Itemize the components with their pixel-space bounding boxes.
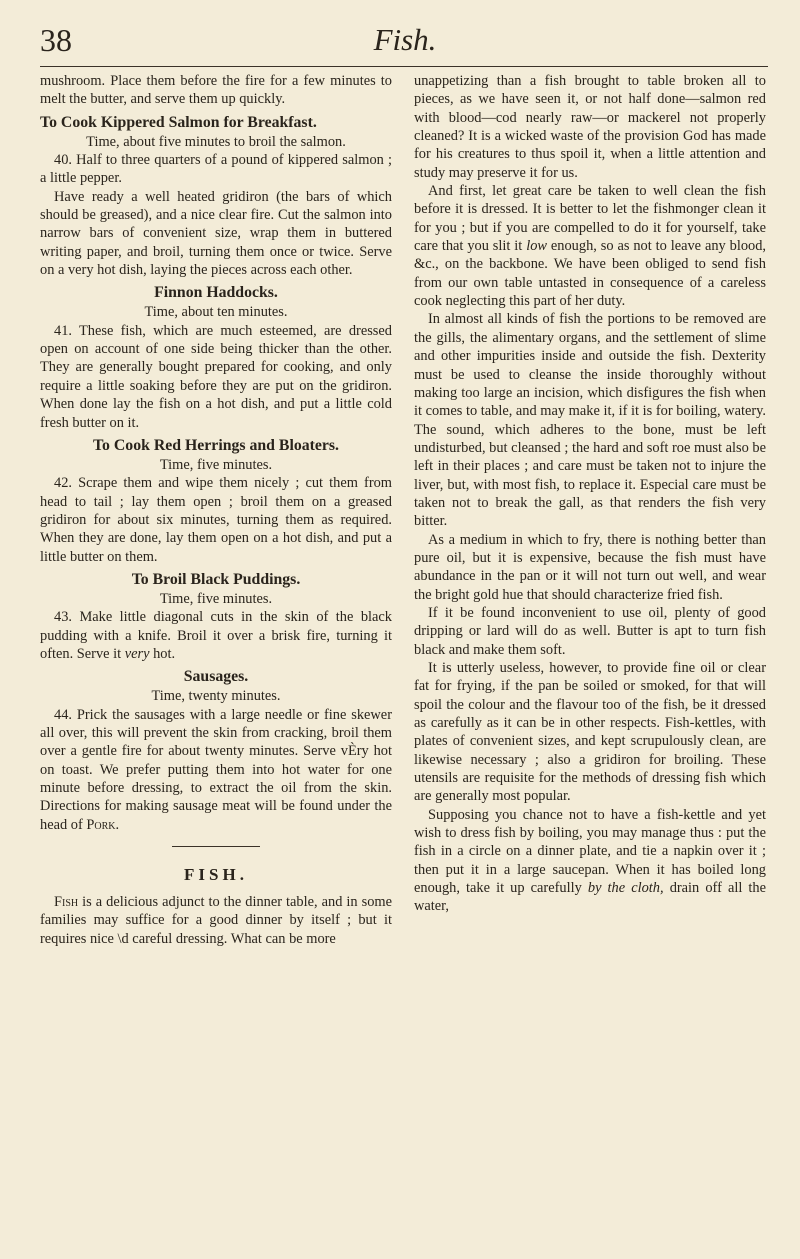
paragraph: It is utterly useless, however, to provide fine oil or clear fat for frying, if the pan be soiled or smoked, for that will spoil the colour and the flavour too of the fish, be it dressed as carefully as it can be in other respects. Fish-kettles, with plates of convenient sizes, and kept scrupulously clean, are likewise necessary ; also a gridiron for broiling. These utensils are requisite for the methods of dressing fish which are generally most popular.: [414, 660, 766, 805]
text-run: is a delicious adjunct to the dinner table, and in some families may suffice for a good dinner by itself ; but it requires nice \d careful dressing. What can be more: [40, 894, 392, 947]
recipe-time: Time, five minutes.: [159, 590, 273, 607]
recipe-time: Time, five minutes.: [159, 456, 273, 473]
right-column: [414, 72, 766, 916]
recipe-heading-kippered-salmon: To Cook Kippered Salmon for Breakfast.: [40, 113, 317, 131]
paragraph: In almost all kinds of fish the portions to be removed are the gills, the alimentary organs, and the settlement of slime and other impurities inside and outside the fish. Dexterity must be used to cleanse the inside thoroughly without making too large an incision, which disfigures the fish when it comes to table, and may make it, if it is for boiling, watery. The sound, which adheres to the bone, must be left undisturbed, but cleansed ; the hard and soft roe must also be left in their places ; and care must be taken not to injure the liver, but, with most fish, to replace it. Especial care must be taken not to break the gall, as that renders the fish very bitter.: [414, 311, 766, 530]
emphasis: low: [526, 238, 547, 255]
recipe-heading-finnon-haddocks: Finnon Haddocks.: [154, 284, 278, 302]
paragraph: [414, 182, 766, 310]
cross-reference: Pork.: [86, 816, 120, 833]
emphasis: by the cloth,: [587, 880, 664, 897]
recipe-heading-sausages: Sausages.: [183, 668, 249, 686]
paragraph: If it be found inconvenient to use oil, plenty of good dripping or lard will do as well. Butter is apt to turn fish black and make them soft.: [414, 604, 766, 658]
text-run: hot.: [153, 645, 176, 662]
text-run: 44. Prick the sausages with a large needle or fine skewer all over, this will prevent the skin from cracking, broil them over a gentle fire for about twenty minutes. Serve vÈry hot on toast. We prefer putting them into hot water for one minute before dressing, to extract the oil from the skin. Directions for making sausage meat will be found under the head of: [40, 706, 392, 833]
text-run: 43. Make little diagonal cuts in the skin of the black pudding with a knife. Broil it over a brisk fire, turning it often. Serve it: [40, 609, 392, 662]
paragraph: [414, 806, 766, 916]
recipe-heading-red-herrings: To Cook Red Herrings and Bloaters.: [92, 436, 340, 454]
paragraph: 41. These fish, which are much esteemed, are dressed open on account of one side being thicker than the other. They are generally bought prepared for cooking, and only require a little soaking before they are put on the gridiron. When done lay the fish on a hot dish, and put a little cold fresh butter on it.: [40, 322, 392, 431]
paragraph: [40, 893, 392, 948]
paragraph: [40, 706, 392, 834]
recipe-heading-black-puddings: To Broil Black Puddings.: [131, 570, 301, 588]
emphasis: very: [124, 645, 150, 662]
paragraph: As a medium in which to fry, there is nothing better than pure oil, but it is expensive, because the fish must have abundance in the pan or it will not turn out well, and wear the bright gold hue that should characterize fried fish.: [414, 531, 766, 603]
paragraph: 40. Half to three quarters of a pound of kippered salmon ; a little pepper.: [40, 152, 392, 187]
page-number: 38: [40, 22, 72, 58]
paragraph: [40, 608, 392, 663]
text-run: enough, so as not to leave any blood, &c., on the backbone. We have been obliged to send fish from our own table untasted in consequence of a careless cook neglecting this part of her duty.: [414, 238, 766, 310]
text-run: And first, let great care be taken to well clean the fish before it is dressed. It is better to let the fishmonger clean it for you ; but if you are compelled to do it for yourself, take care that you slit it: [414, 183, 766, 255]
lead-word: Fish: [54, 894, 79, 911]
paragraph: 42. Scrape them and wipe them nicely ; cut them from head to tail ; lay them open ; broil them on a greased gridiron for about six minutes, turning them as required. When they are done, lay them open on a hot dish, and put a little butter on them.: [40, 475, 392, 565]
paragraph: unappetizing than a fish brought to table broken all to pieces, as we have seen it, or not half done—salmon red with blood—cod nearly raw—or mackerel not properly cleaned? It is a wicked waste of the provision God has made for his creatures to thus spoil it, when a little attention and study may preserve it for us.: [414, 73, 766, 181]
text-run: drain off all the water,: [414, 880, 766, 915]
recipe-time: Time, twenty minutes.: [151, 688, 281, 705]
section-heading-fish: FISH.: [184, 865, 248, 885]
page-header: [40, 18, 770, 70]
left-column: [40, 72, 392, 948]
section-divider: [172, 846, 260, 847]
paragraph: mushroom. Place them before the fire for a few minutes to melt the butter, and serve them up quickly.: [40, 73, 392, 108]
recipe-time: Time, about five minutes to broil the salmon.: [86, 133, 346, 150]
recipe-time: Time, about ten minutes.: [144, 304, 288, 321]
header-rule: [40, 66, 768, 67]
running-head: Fish.: [373, 22, 437, 57]
paragraph: Have ready a well heated gridiron (the bars of which should be greased), and a nice clear fire. Cut the salmon into narrow bars of convenient size, wrap them in buttered writing paper, and broil, turning them once or twice. Serve on a very hot dish, laying the pieces across each other.: [40, 188, 392, 279]
text-run: Supposing you chance not to have a fish-kettle and yet wish to dress fish by boiling, you may manage thus : put the fish in a circle on a dinner plate, and tie a napkin over it ; then put it in a large saucepan. When it has boiled long enough, take it up carefully: [414, 806, 766, 897]
